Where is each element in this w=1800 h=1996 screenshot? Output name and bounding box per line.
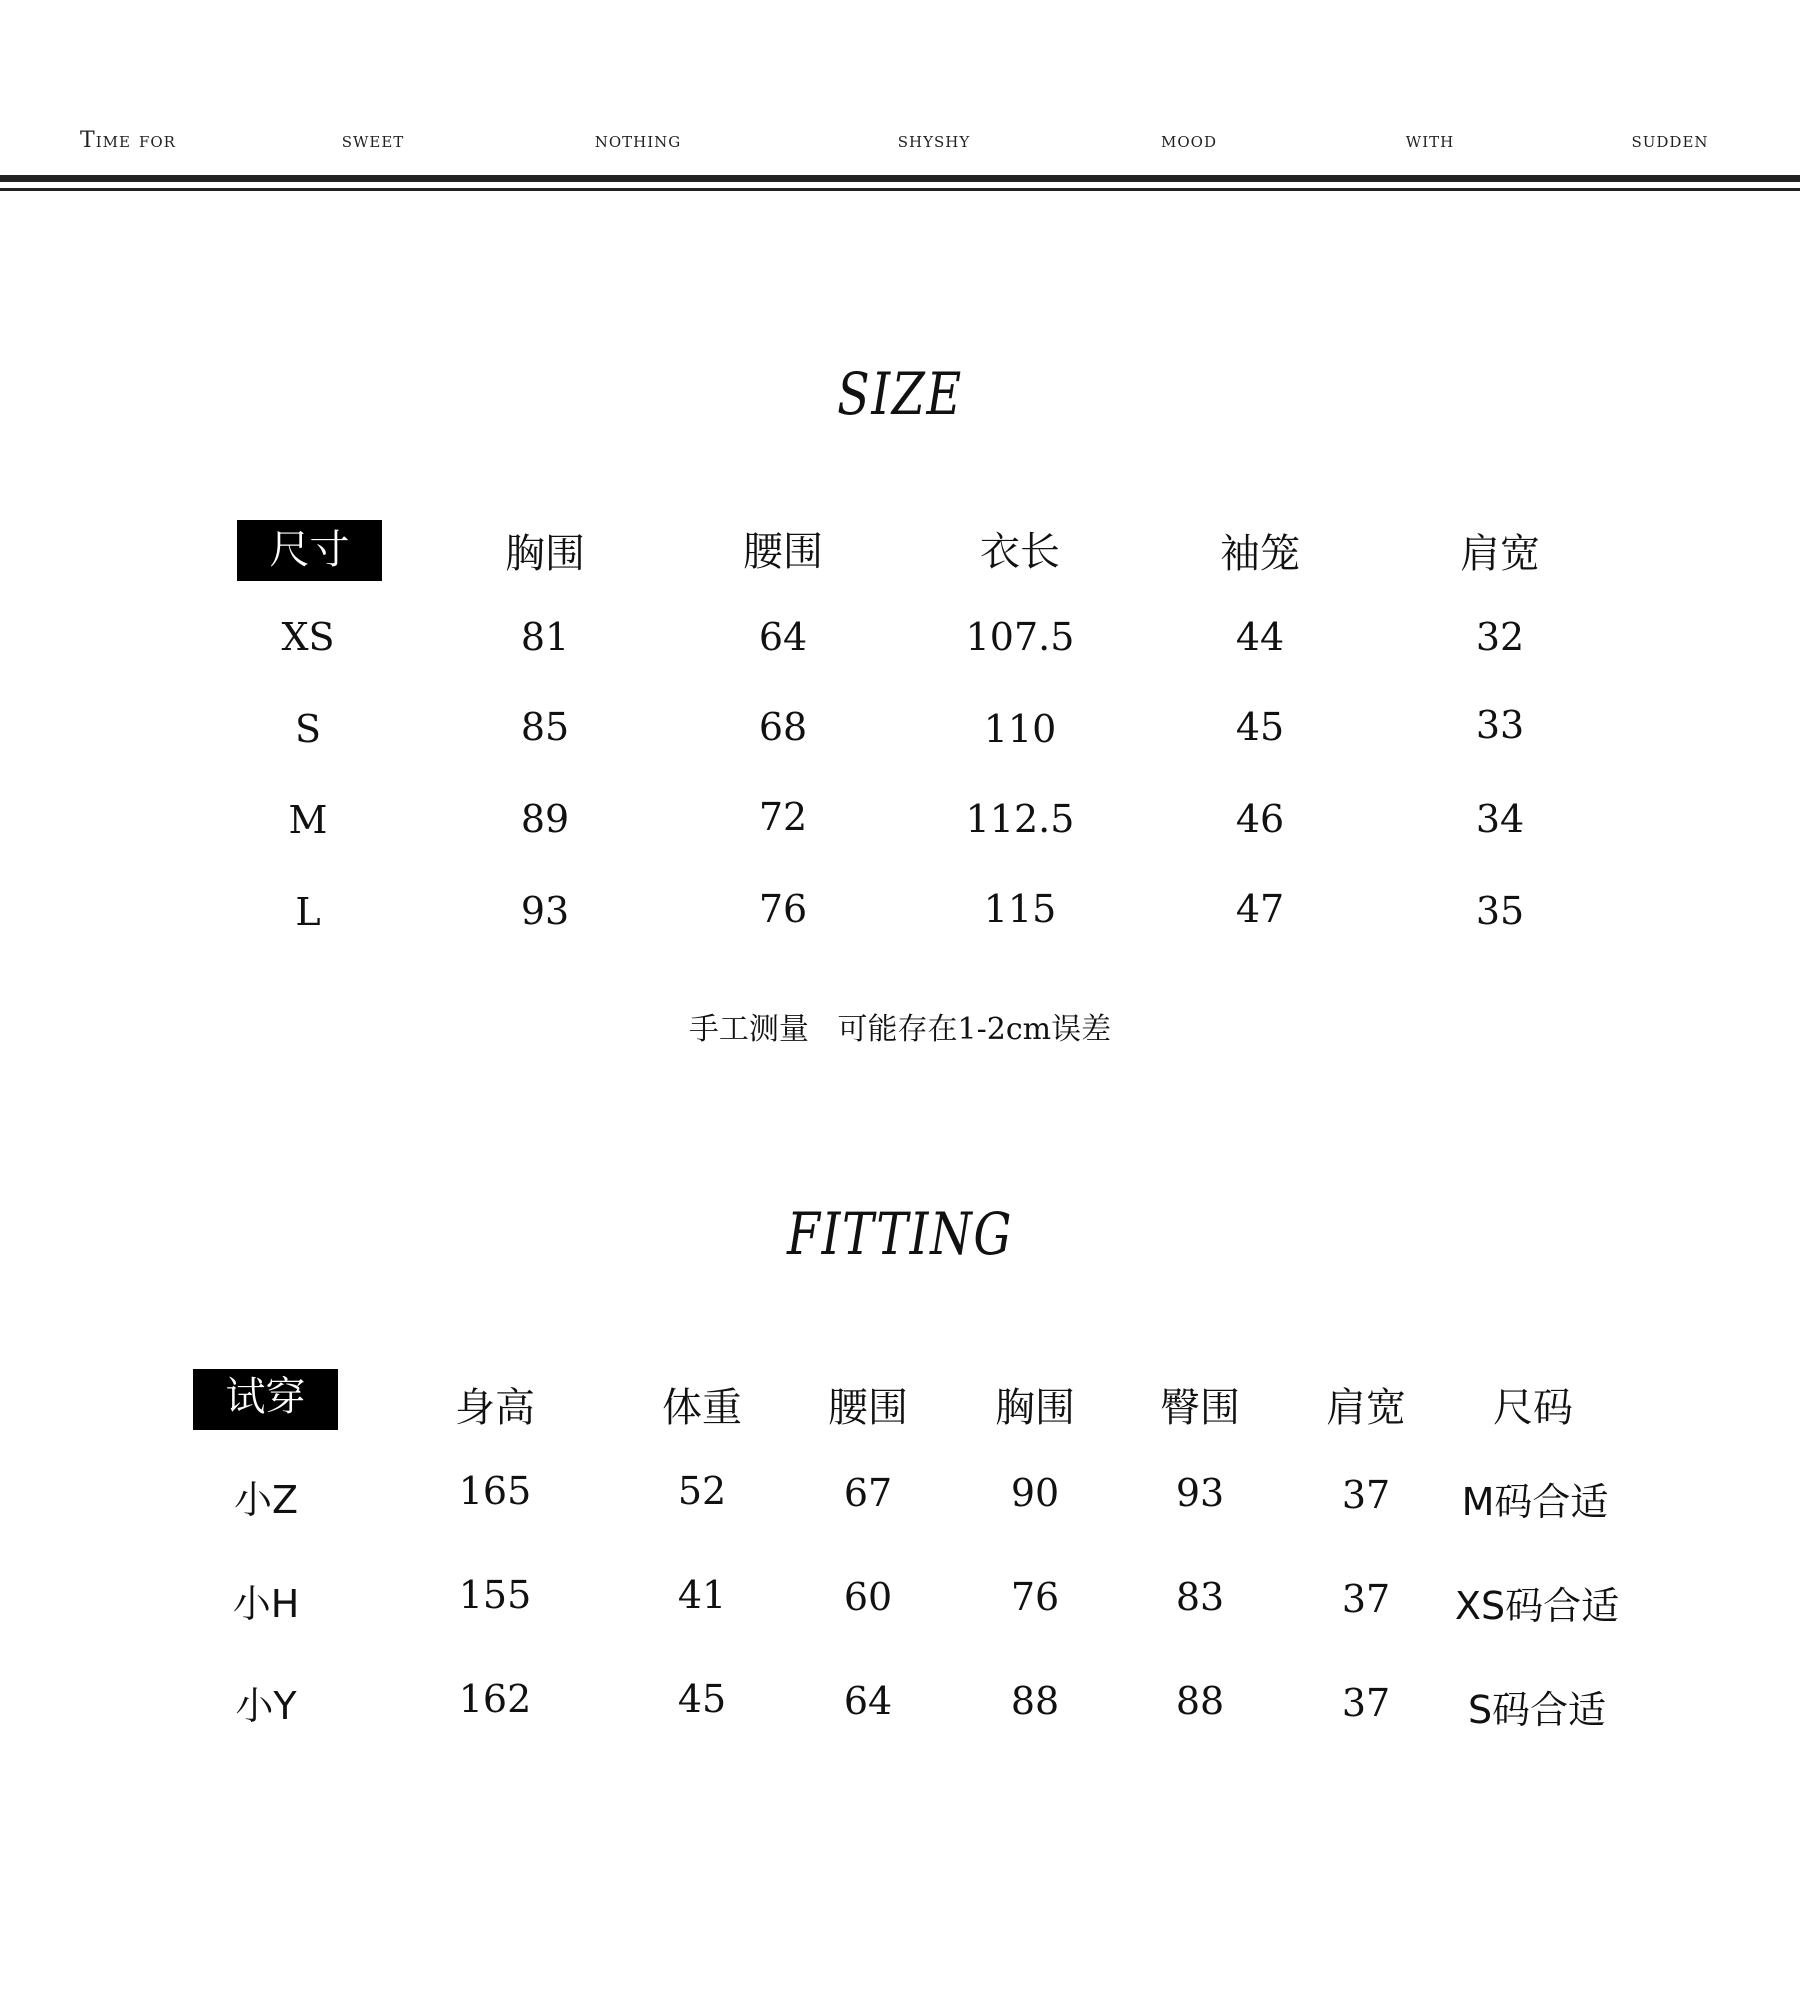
size-value: 33 (1475, 703, 1525, 747)
tagline-word: shyshy (897, 128, 971, 153)
fitting-value: 64 (843, 1679, 893, 1723)
fitting-col-header: 尺码 (1493, 1385, 1573, 1431)
size-col-header: 胸围 (505, 531, 585, 577)
fitting-value: 83 (1175, 1575, 1225, 1619)
fitting-value: 76 (1010, 1575, 1060, 1619)
size-value: 107.5 (965, 615, 1075, 659)
tagline-word: sudden (1631, 128, 1709, 153)
tagline-word: Time for (80, 128, 176, 153)
size-value: 64 (758, 615, 808, 659)
size-value: 44 (1235, 615, 1285, 659)
size-value: 68 (758, 705, 808, 749)
size-value: 81 (520, 615, 570, 659)
size-value: 47 (1235, 887, 1285, 931)
fitting-value: 41 (677, 1573, 727, 1617)
size-value: 115 (983, 887, 1057, 931)
fitting-model-name: 小Z (233, 1478, 299, 1522)
fitting-value: 37 (1341, 1681, 1391, 1725)
fitting-value: 37 (1341, 1577, 1391, 1621)
size-label: M (288, 798, 328, 842)
size-value: 76 (758, 887, 808, 931)
size-col-header: 袖笼 (1220, 531, 1300, 577)
size-label: S (294, 707, 322, 751)
fitting-value: 45 (677, 1677, 727, 1721)
fitting-recommended-size: M码合适 (1461, 1480, 1609, 1524)
fitting-col-header: 腰围 (828, 1385, 908, 1431)
size-value: 112.5 (965, 797, 1075, 841)
header-rule-thin (0, 188, 1800, 191)
fitting-model-name: 小Y (235, 1684, 297, 1728)
size-label: XS (281, 615, 335, 659)
size-value: 85 (520, 705, 570, 749)
header-rule-thick (0, 175, 1800, 182)
tagline-word: nothing (594, 128, 682, 153)
fitting-value: 88 (1010, 1679, 1060, 1723)
fitting-title: FITTING (786, 1200, 1013, 1268)
tagline-word: sweet (341, 128, 405, 153)
fitting-value: 67 (843, 1471, 893, 1515)
tagline-word: with (1405, 128, 1455, 153)
size-value: 46 (1235, 797, 1285, 841)
size-value: 89 (520, 797, 570, 841)
fitting-col-header: 臀围 (1160, 1385, 1240, 1431)
size-col-header: 肩宽 (1460, 531, 1540, 577)
fitting-col-header: 体重 (662, 1385, 742, 1431)
fitting-value: 155 (458, 1573, 532, 1617)
fitting-value: 162 (458, 1677, 532, 1721)
fitting-recommended-size: XS码合适 (1454, 1584, 1620, 1628)
size-header-tag: 尺寸 (237, 520, 382, 581)
size-value: 45 (1235, 705, 1285, 749)
fitting-value: 37 (1341, 1473, 1391, 1517)
size-value: 93 (520, 889, 570, 933)
size-col-header: 腰围 (743, 529, 823, 575)
fitting-value: 88 (1175, 1679, 1225, 1723)
fitting-header-tag: 试穿 (193, 1369, 338, 1430)
size-value: 32 (1475, 615, 1525, 659)
tagline-word: mood (1161, 128, 1217, 153)
tagline (0, 128, 1800, 164)
fitting-col-header: 胸围 (995, 1385, 1075, 1431)
size-label: L (295, 890, 321, 934)
fitting-value: 52 (677, 1469, 727, 1513)
size-col-header: 衣长 (980, 529, 1060, 575)
fitting-value: 60 (843, 1575, 893, 1619)
fitting-value: 90 (1010, 1471, 1060, 1515)
fitting-col-header: 身高 (455, 1385, 535, 1431)
size-title: SIZE (837, 360, 963, 428)
size-value: 34 (1475, 797, 1525, 841)
fitting-value: 93 (1175, 1471, 1225, 1515)
measurement-note: 手工测量 可能存在1-2cm误差 (688, 1012, 1112, 1047)
fitting-col-header: 肩宽 (1326, 1385, 1406, 1431)
fitting-model-name: 小H (232, 1582, 300, 1626)
fitting-value: 165 (458, 1469, 532, 1513)
size-value: 72 (758, 795, 808, 839)
size-value: 35 (1475, 889, 1525, 933)
size-value: 110 (983, 707, 1057, 751)
fitting-recommended-size: S码合适 (1467, 1688, 1607, 1732)
